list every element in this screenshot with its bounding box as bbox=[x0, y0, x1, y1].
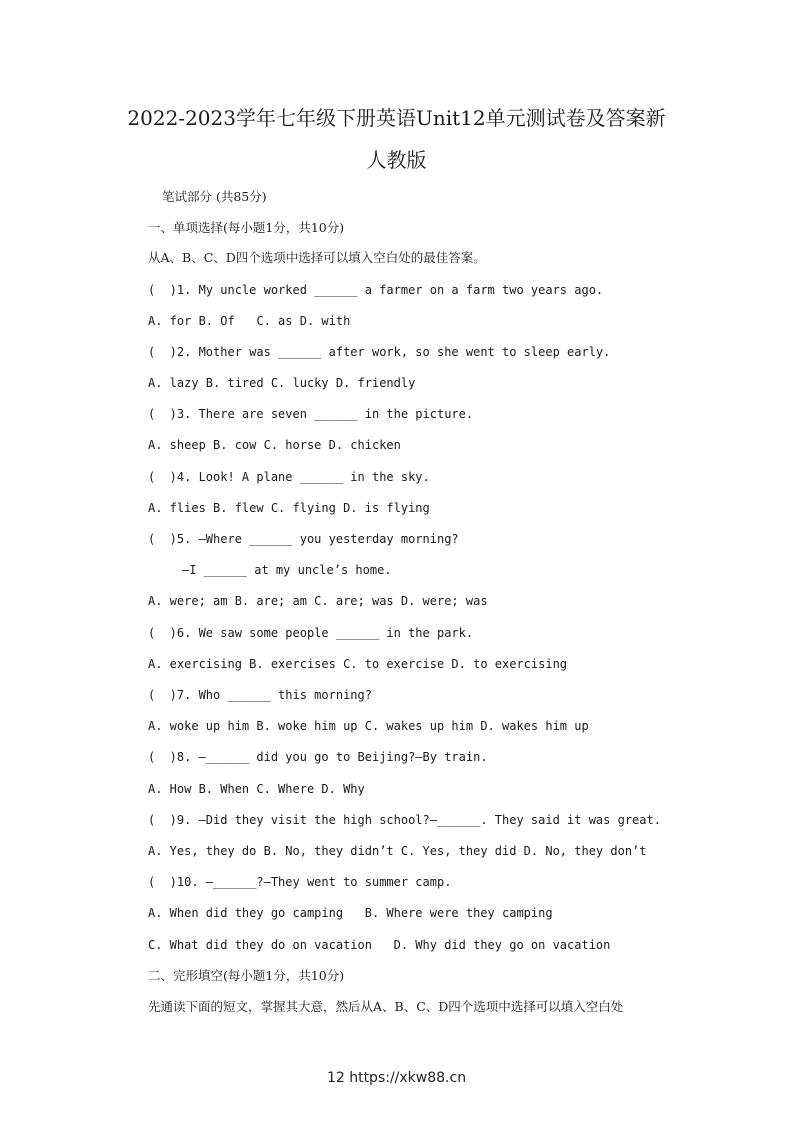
question-8-options: A. How B. When C. Where D. Why bbox=[148, 782, 365, 796]
part2-heading: 二、完形填空(每小题1分，共10分) bbox=[148, 968, 345, 983]
document-title-line1: 2022-2023学年七年级下册英语Unit12单元测试卷及答案新 bbox=[127, 106, 666, 130]
question-3-options: A. sheep B. cow C. horse D. chicken bbox=[148, 438, 401, 452]
question-10-options-cd: C. What did they do on vacation D. Why did they go on vacation bbox=[148, 938, 611, 952]
question-10: ( )10. —______?—They went to summer camp. bbox=[148, 875, 452, 889]
question-2: ( )2. Mother was ______ after work, so she went to sleep early. bbox=[148, 345, 611, 359]
question-7-options: A. woke up him B. woke him up C. wakes up him D. wakes him up bbox=[148, 719, 589, 733]
part2-instruction: 先通读下面的短文，掌握其大意，然后从A、B、C、D四个选项中选择可以填入空白处 bbox=[148, 999, 624, 1014]
question-7: ( )7. Who ______ this morning? bbox=[148, 688, 372, 702]
question-5: ( )5. —Where ______ you yesterday morning? bbox=[148, 532, 459, 546]
question-5-options: A. were; am B. are; am C. are; was D. were; was bbox=[148, 594, 488, 608]
question-6: ( )6. We saw some people ______ in the park. bbox=[148, 626, 474, 640]
question-9: ( )9. —Did they visit the high school?—______. They said it was great. bbox=[148, 813, 661, 827]
question-8: ( )8. —______ did you go to Beijing?—By train. bbox=[148, 750, 488, 764]
section-written-heading: 笔试部分 (共85分) bbox=[162, 189, 267, 204]
page-footer: 12 https://xkw88.cn bbox=[326, 1070, 467, 1086]
question-2-options: A. lazy B. tired C. lucky D. friendly bbox=[148, 376, 416, 390]
question-3: ( )3. There are seven ______ in the picture. bbox=[148, 407, 474, 421]
part1-heading: 一、单项选择(每小题1分，共10分) bbox=[148, 220, 345, 235]
document-title-line2: 人教版 bbox=[366, 148, 427, 172]
question-9-options: A. Yes, they do B. No, they didn’t C. Yes, they did D. No, they don’t bbox=[148, 844, 647, 858]
question-6-options: A. exercising B. exercises C. to exercise D. to exercising bbox=[148, 657, 568, 671]
part1-instruction: 从A、B、C、D四个选项中选择可以填入空白处的最佳答案。 bbox=[148, 250, 486, 265]
question-1-options: A. for B. Of C. as D. with bbox=[148, 314, 351, 328]
question-4: ( )4. Look! A plane ______ in the sky. bbox=[148, 470, 430, 484]
question-4-options: A. flies B. flew C. flying D. is flying bbox=[148, 501, 430, 515]
question-1: ( )1. My uncle worked ______ a farmer on a farm two years ago. bbox=[148, 283, 604, 297]
question-5-line2: —I ______ at my uncle’s home. bbox=[182, 563, 392, 577]
question-10-options-ab: A. When did they go camping B. Where were they camping bbox=[148, 906, 553, 920]
